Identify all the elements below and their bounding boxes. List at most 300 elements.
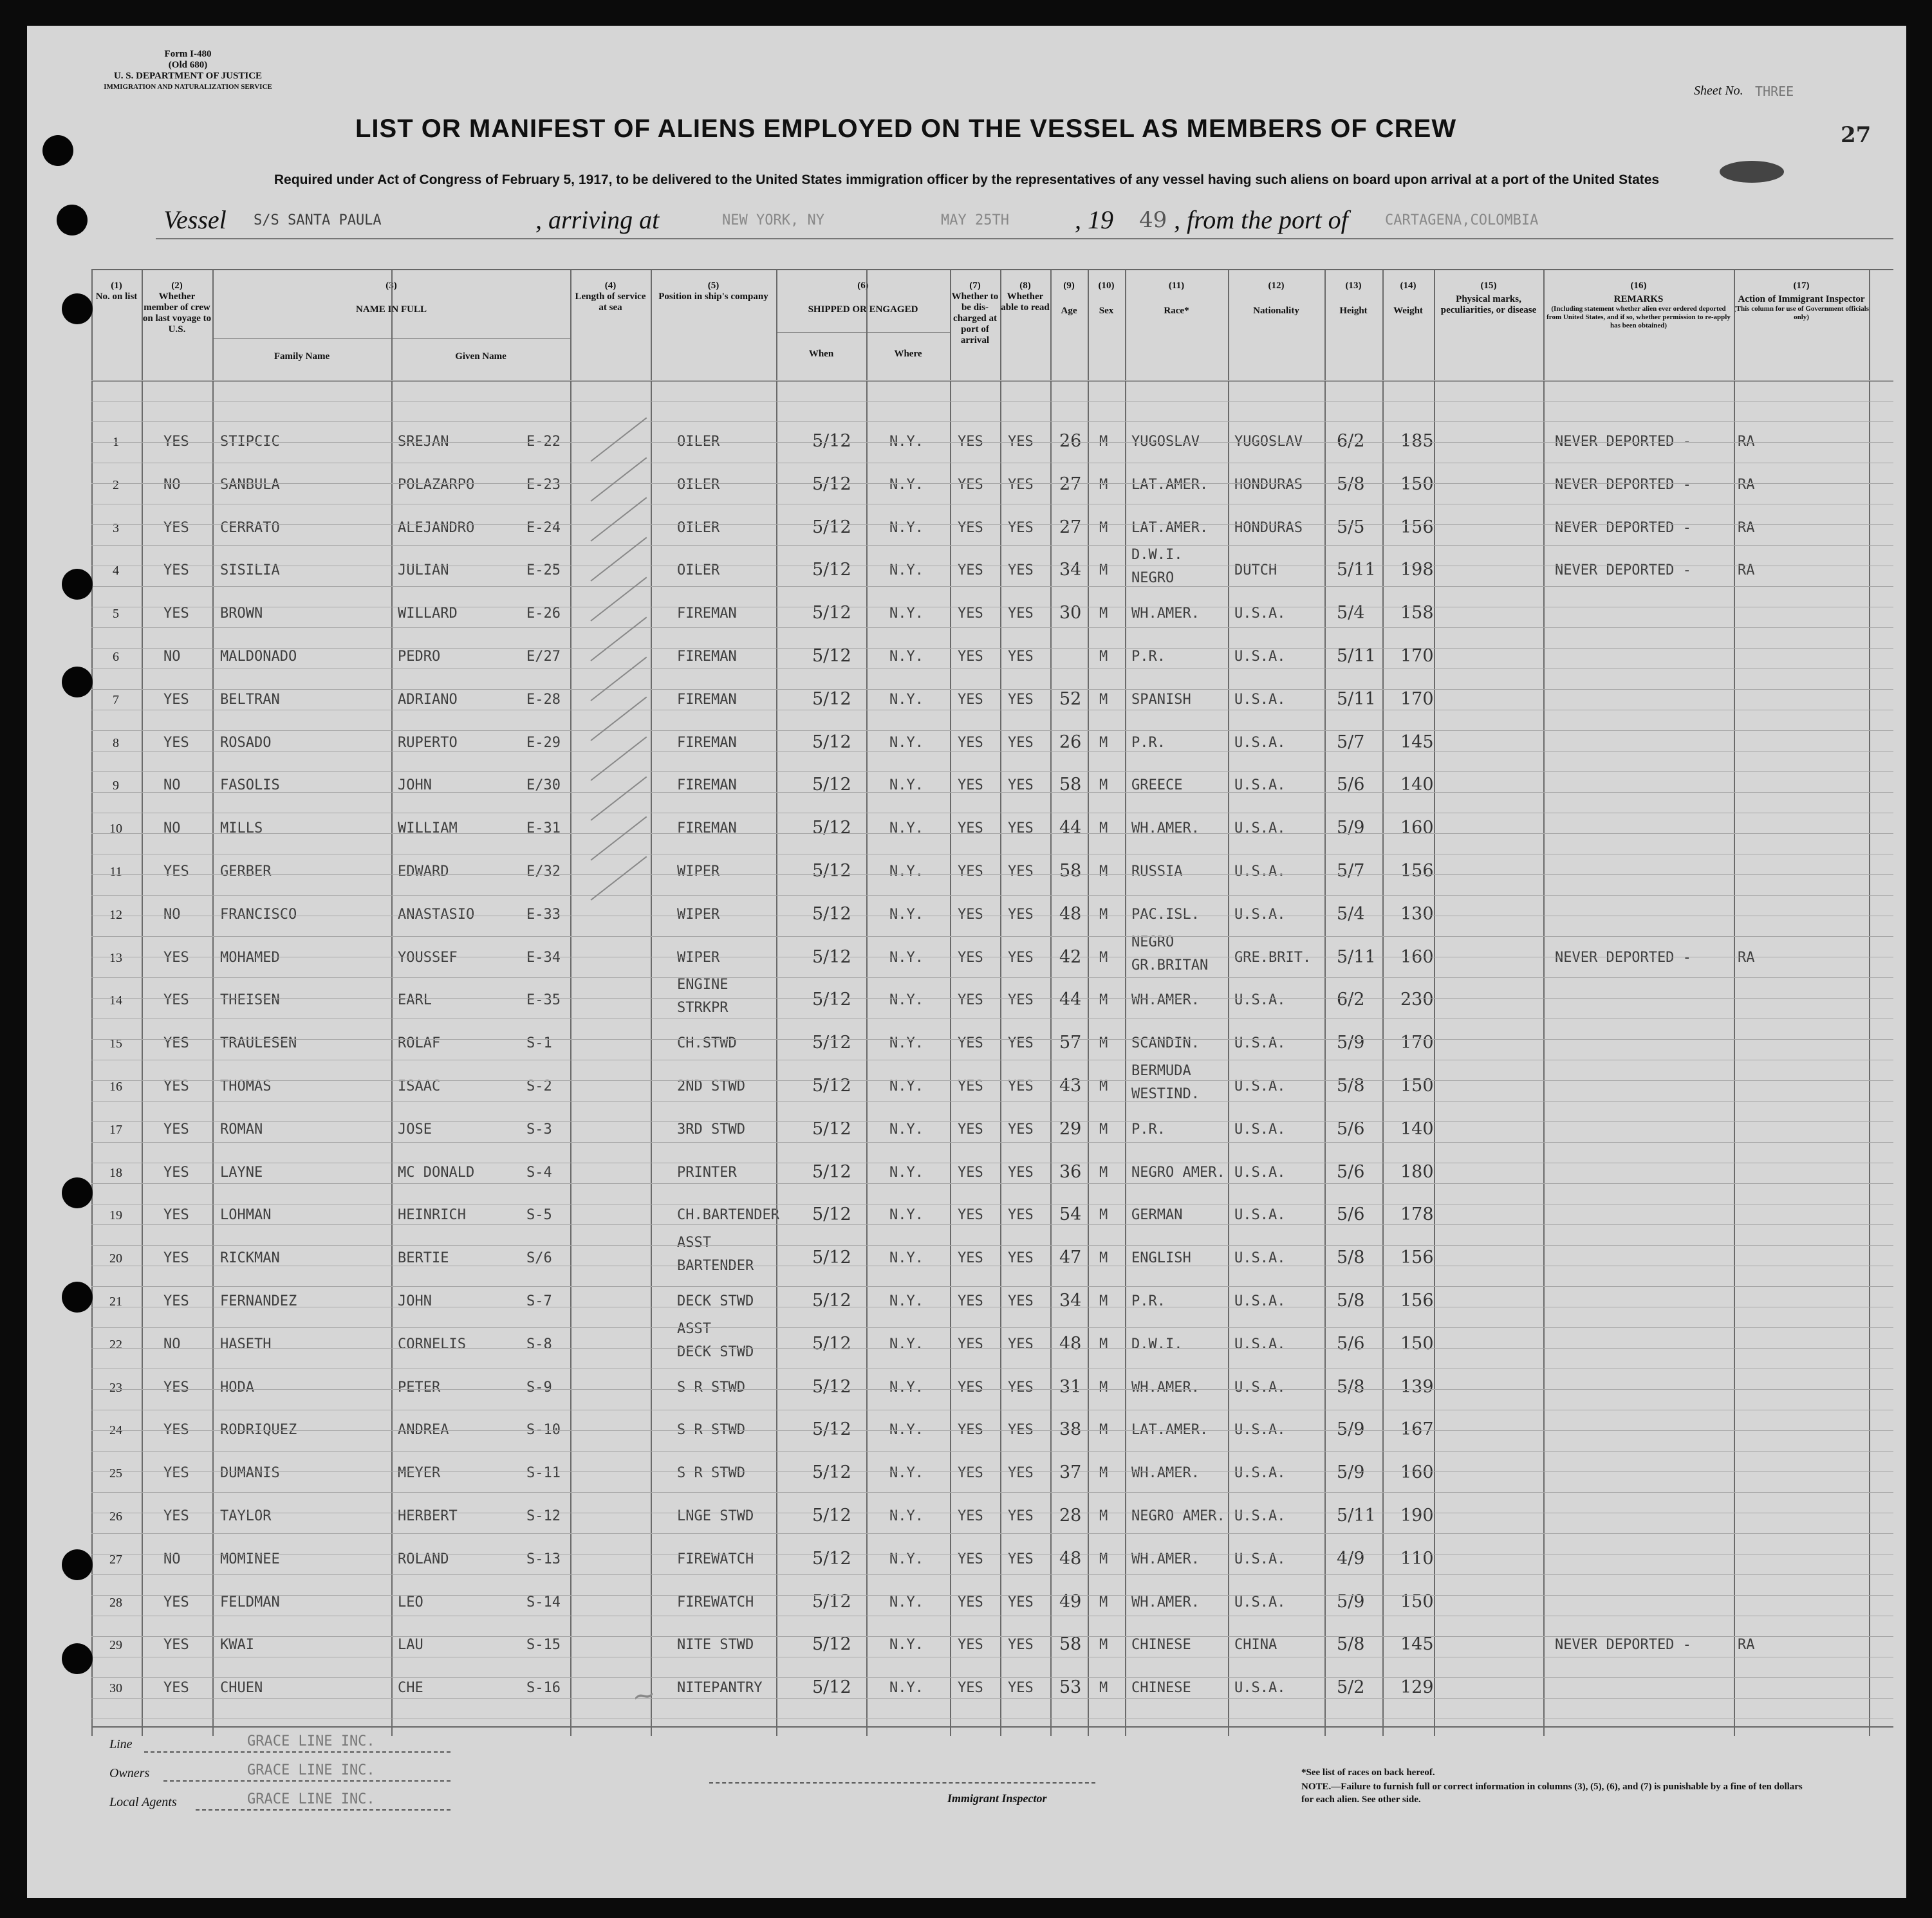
row-rule (91, 792, 1893, 793)
punch-hole (62, 1177, 93, 1208)
age-cell: 54 (1059, 1204, 1082, 1225)
table-row (91, 594, 1893, 635)
shipped-where-cell: N.Y. (889, 649, 924, 665)
weight-cell: 185 (1400, 431, 1434, 451)
penalty-note: NOTE.—Failure to furnish full or correct information in columns (3), (5), (6), and (7) is punishable by a fine of ten dollars for each alien. See other side. (1301, 1782, 1803, 1805)
crew-cell: YES (163, 1164, 189, 1181)
able-to-read-cell: YES (1008, 1164, 1034, 1181)
position-cell: NITE STWD (677, 1637, 754, 1654)
arriving-port: NEW YORK, NY (722, 212, 824, 228)
crew-cell: YES (163, 1465, 189, 1482)
row-rule (91, 1121, 1893, 1122)
punch-hole (62, 1282, 93, 1313)
crew-cell: YES (163, 1508, 189, 1524)
age-cell: 44 (1059, 818, 1082, 838)
row-rule (91, 1142, 1893, 1143)
family-name-cell: CERRATO (220, 519, 280, 536)
weight-cell: 178 (1400, 1204, 1434, 1225)
column-rule (1050, 269, 1052, 1736)
position-cell: OILER (677, 562, 720, 579)
table-row (91, 1583, 1893, 1624)
row-rule (91, 1595, 1893, 1596)
line-value: GRACE LINE INC. (247, 1733, 375, 1749)
sex-cell: M (1099, 519, 1108, 536)
requirement-text: Required under Act of Congress of February 5, 1917, to be delivered to the United States immigration officer by the representatives of any vessel having such aliens on board upon arrival at a port of the United States (274, 172, 1660, 187)
no: 10 (109, 822, 122, 836)
nationality-cell: U.S.A. (1234, 777, 1286, 794)
weight-cell: 156 (1400, 517, 1434, 537)
table-row (91, 1453, 1893, 1495)
shipped-when-cell: 5/12 (812, 1033, 851, 1053)
age-cell: 43 (1059, 1076, 1082, 1096)
sex-cell: M (1099, 691, 1108, 708)
family-name-cell: BROWN (220, 605, 263, 622)
row-rule (91, 1080, 1893, 1081)
sex-cell: M (1099, 649, 1108, 665)
crew-code-cell: S-4 (526, 1164, 552, 1181)
row-rule (91, 1286, 1893, 1287)
col-14-header: (14) Weight (1393, 281, 1423, 316)
table-row (91, 1625, 1893, 1666)
manifest-sheet (27, 26, 1906, 1898)
family-name-cell: MALDONADO (220, 649, 297, 665)
column-rule (866, 269, 868, 1736)
race-cell: YUGOSLAV (1131, 434, 1200, 450)
shipped-where-cell: N.Y. (889, 605, 924, 622)
height-cell: 5/9 (1337, 1033, 1365, 1053)
height-cell: 5/9 (1337, 1462, 1365, 1483)
position-cell: WIPER (677, 863, 720, 880)
local-agents-label: Local Agents (109, 1795, 177, 1809)
age-cell: 48 (1059, 903, 1082, 924)
shipped-when-cell: 5/12 (812, 474, 851, 494)
nationality-cell: U.S.A. (1234, 1379, 1286, 1396)
no: 28 (109, 1595, 122, 1610)
weight-cell: 180 (1400, 1161, 1434, 1182)
position-cell: WIPER (677, 949, 720, 966)
crew-cell: YES (163, 1379, 189, 1396)
nationality-cell: U.S.A. (1234, 1250, 1286, 1267)
crew-cell: YES (163, 519, 189, 536)
crew-cell: YES (163, 691, 189, 708)
shipped-when-cell: 5/12 (812, 1118, 851, 1139)
shipped-when-cell: 5/12 (812, 732, 851, 752)
weight-cell: 140 (1400, 1118, 1434, 1139)
shipped-where-cell: N.Y. (889, 434, 924, 450)
race-cell: WH.AMER. (1131, 820, 1200, 837)
crew-cell: NO (163, 476, 181, 493)
age-cell: 30 (1059, 603, 1082, 623)
action-cell: RA (1738, 519, 1755, 536)
sex-cell: M (1099, 476, 1108, 493)
shipped-when-cell: 5/12 (812, 1161, 851, 1182)
age-cell: 37 (1059, 1462, 1082, 1483)
no: 26 (109, 1509, 122, 1524)
race-cell: P.R. (1131, 1293, 1166, 1309)
nationality-cell: U.S.A. (1234, 734, 1286, 751)
able-to-read-cell: YES (1008, 1293, 1034, 1309)
given-name-cell: LEO (398, 1594, 423, 1610)
line-rule (144, 1751, 450, 1753)
row-rule (91, 751, 1893, 752)
able-to-read-cell: YES (1008, 1637, 1034, 1654)
able-to-read-cell: YES (1008, 1594, 1034, 1610)
given-name-cell: RUPERTO (398, 734, 458, 751)
inspector-initials-mark: ~ (629, 1677, 658, 1714)
row-rule (91, 1101, 1893, 1102)
no: 5 (113, 607, 119, 622)
no: 22 (109, 1337, 122, 1352)
position-cell: FIREMAN (677, 605, 737, 622)
shipped-where-cell: N.Y. (889, 906, 924, 923)
family-name-cell: HASETH (220, 1336, 272, 1352)
crew-cell: YES (163, 1035, 189, 1052)
position-cell: FIREMAN (677, 691, 737, 708)
age-cell: 34 (1059, 1291, 1082, 1311)
family-name-cell: MOMINEE (220, 1551, 280, 1567)
table-row (91, 977, 1893, 1022)
no: 7 (113, 692, 119, 707)
crew-code-cell: E-35 (526, 992, 561, 1009)
from-port: CARTAGENA,COLOMBIA (1385, 212, 1539, 228)
discharged-cell: YES (958, 820, 983, 837)
race-cell: P.R. (1131, 734, 1166, 751)
family-name-cell: LOHMAN (220, 1207, 272, 1224)
given-name-cell: MEYER (398, 1465, 441, 1482)
owners-label: Owners (109, 1766, 150, 1780)
year-prefix: , 19 (1075, 205, 1113, 234)
table-row (91, 1282, 1893, 1323)
crew-code-cell: S-1 (526, 1035, 552, 1052)
crew-code-cell: S-5 (526, 1207, 552, 1224)
position-cell: DECK STWD (677, 1343, 754, 1360)
form-number: Form I-480 (164, 49, 212, 59)
given-name-cell: HERBERT (398, 1508, 458, 1524)
col-4-header: (4) Length of service at sea (575, 281, 646, 313)
col-13-header: (13) Height (1339, 281, 1368, 316)
nationality-cell: U.S.A. (1234, 1207, 1286, 1224)
sex-cell: M (1099, 1035, 1108, 1052)
form-id-block (85, 49, 291, 93)
age-cell: 48 (1059, 1333, 1082, 1354)
race-cell: ENGLISH (1131, 1250, 1191, 1267)
no: 21 (109, 1295, 122, 1309)
shipped-where-cell: N.Y. (889, 992, 924, 1009)
from-port-label: , from the port of (1174, 205, 1348, 234)
shipped-when-cell: 5/12 (812, 1548, 851, 1569)
able-to-read-cell: YES (1008, 434, 1034, 450)
given-name-cell: PETER (398, 1379, 441, 1396)
owners-rule (163, 1780, 450, 1782)
able-to-read-cell: YES (1008, 1336, 1034, 1352)
row-rule (91, 421, 1893, 422)
discharged-cell: YES (958, 1293, 983, 1309)
weight-cell: 158 (1400, 603, 1434, 623)
age-cell: 34 (1059, 560, 1082, 580)
height-cell: 5/8 (1337, 1634, 1365, 1655)
crew-cell: NO (163, 906, 181, 923)
sex-cell: M (1099, 1551, 1108, 1567)
table-row (91, 1024, 1893, 1065)
age-cell: 57 (1059, 1033, 1082, 1053)
shipped-where-cell: N.Y. (889, 863, 924, 880)
given-name-cell: ROLAF (398, 1035, 441, 1052)
position-cell: FIREMAN (677, 734, 737, 751)
crew-code-cell: S-8 (526, 1336, 552, 1352)
weight-cell: 160 (1400, 946, 1434, 967)
given-name-cell: ROLAND (398, 1551, 449, 1567)
age-cell: 27 (1059, 517, 1082, 537)
family-name-cell: MILLS (220, 820, 263, 837)
race-cell: WH.AMER. (1131, 1465, 1200, 1482)
height-cell: 6/2 (1337, 431, 1365, 451)
weight-cell: 170 (1400, 688, 1434, 709)
page-title: LIST OR MANIFEST OF ALIENS EMPLOYED ON THE VESSEL AS MEMBERS OF CREW (355, 115, 1457, 143)
sex-cell: M (1099, 992, 1108, 1009)
family-name-cell: TAYLOR (220, 1508, 272, 1524)
age-cell: 48 (1059, 1548, 1082, 1569)
discharged-cell: YES (958, 1207, 983, 1224)
shipped-where-cell: N.Y. (889, 949, 924, 966)
crew-code-cell: E-31 (526, 820, 561, 837)
row-rule (91, 1039, 1893, 1040)
able-to-read-cell: YES (1008, 605, 1034, 622)
shipped-when-cell: 5/12 (812, 990, 851, 1010)
height-cell: 5/2 (1337, 1677, 1365, 1698)
position-cell: LNGE STWD (677, 1508, 754, 1524)
no: 29 (109, 1638, 122, 1653)
action-cell: RA (1738, 562, 1755, 579)
year-suffix: 49 (1139, 207, 1167, 233)
ink-scribble (1720, 161, 1784, 183)
shipped-where-cell: N.Y. (889, 1164, 924, 1181)
shipped-where-cell: N.Y. (889, 1078, 924, 1094)
crew-cell: YES (163, 992, 189, 1009)
weight-cell: 198 (1400, 560, 1434, 580)
crew-code-cell: S/6 (526, 1250, 552, 1267)
column-rule (950, 269, 951, 1736)
family-name-cell: DUMANIS (220, 1465, 280, 1482)
shipped-when-cell: 5/12 (812, 688, 851, 709)
crew-code-cell: S-11 (526, 1465, 561, 1482)
discharged-cell: YES (958, 1551, 983, 1567)
sex-cell: M (1099, 1164, 1108, 1181)
row-rule (91, 936, 1893, 937)
row-rule (91, 627, 1893, 628)
inspector-label: Immigrant Inspector (947, 1792, 1047, 1805)
nationality-cell: U.S.A. (1234, 1164, 1286, 1181)
age-cell: 58 (1059, 1634, 1082, 1655)
shipped-when-cell: 5/12 (812, 818, 851, 838)
row-rule (91, 689, 1893, 690)
row-rule (91, 730, 1893, 731)
age-cell: 44 (1059, 990, 1082, 1010)
crew-cell: YES (163, 1637, 189, 1654)
discharged-cell: YES (958, 691, 983, 708)
races-note: *See list of races on back hereof. (1301, 1767, 1435, 1778)
col-15-header: (15) Physical marks, peculiarities, or disease (1440, 281, 1537, 315)
height-cell: 5/8 (1337, 1291, 1365, 1311)
height-cell: 4/9 (1337, 1548, 1365, 1569)
column-rule (1125, 269, 1126, 1736)
shipped-when-cell: 5/12 (812, 1506, 851, 1526)
row-rule (91, 998, 1893, 999)
inspector-signature-line (709, 1782, 1095, 1784)
crew-cell: YES (163, 1207, 189, 1224)
weight-cell: 160 (1400, 1462, 1434, 1483)
column-rule (651, 269, 652, 1736)
age-cell: 31 (1059, 1376, 1082, 1397)
column-rule (212, 269, 214, 1736)
shipped-where-cell: N.Y. (889, 1293, 924, 1309)
height-cell: 5/5 (1337, 517, 1365, 537)
age-cell: 26 (1059, 732, 1082, 752)
race-line-1-cell: D.W.I. (1131, 547, 1183, 564)
height-cell: 5/8 (1337, 474, 1365, 494)
height-cell: 5/11 (1337, 1506, 1376, 1526)
race-cell: LAT.AMER. (1131, 519, 1209, 536)
row-rule (91, 1389, 1893, 1390)
given-name-cell: JOHN (398, 1293, 432, 1309)
race-cell: GERMAN (1131, 1207, 1183, 1224)
no: 2 (113, 477, 119, 492)
shipped-when-cell: 5/12 (812, 1462, 851, 1483)
column-rule (391, 269, 393, 1736)
column-rule (1543, 269, 1545, 1736)
weight-cell: 156 (1400, 861, 1434, 881)
weight-cell: 145 (1400, 1634, 1434, 1655)
discharged-cell: YES (958, 519, 983, 536)
shipped-where-cell: N.Y. (889, 734, 924, 751)
row-rule (91, 648, 1893, 649)
given-name-cell: POLAZARPO (398, 476, 475, 493)
nationality-cell: U.S.A. (1234, 1508, 1286, 1524)
shipped-where-cell: N.Y. (889, 1379, 924, 1396)
sex-cell: M (1099, 1508, 1108, 1524)
crew-code-cell: S-13 (526, 1551, 561, 1567)
table-row (91, 465, 1893, 506)
shipped-where-cell: N.Y. (889, 820, 924, 837)
form-department: U. S. DEPARTMENT OF JUSTICE (113, 71, 263, 81)
row-rule (91, 483, 1893, 484)
age-cell: 38 (1059, 1419, 1082, 1440)
position-cell: DECK STWD (677, 1293, 754, 1309)
height-cell: 5/11 (1337, 560, 1376, 580)
age-cell: 26 (1059, 431, 1082, 451)
col-11-header: (11) Race* (1164, 281, 1189, 316)
no: 23 (109, 1380, 122, 1395)
height-cell: 5/4 (1337, 903, 1365, 924)
age-cell: 36 (1059, 1161, 1082, 1182)
age-cell: 29 (1059, 1118, 1082, 1139)
shipped-when-cell: 5/12 (812, 1376, 851, 1397)
row-rule (91, 1677, 1893, 1678)
height-cell: 5/6 (1337, 1161, 1365, 1182)
no: 8 (113, 735, 119, 750)
discharged-cell: YES (958, 1465, 983, 1482)
shipped-when-cell: 5/12 (812, 861, 851, 881)
family-name-cell: FERNANDEZ (220, 1293, 297, 1309)
table-row (91, 1063, 1893, 1108)
discharged-cell: YES (958, 605, 983, 622)
race-cell: P.R. (1131, 649, 1166, 665)
punch-hole (62, 1643, 93, 1674)
sex-cell: M (1099, 1594, 1108, 1610)
age-cell: 58 (1059, 775, 1082, 795)
family-name-cell: ROMAN (220, 1121, 263, 1138)
shipped-where-cell: N.Y. (889, 1336, 924, 1352)
shipped-where-cell: N.Y. (889, 1035, 924, 1052)
height-cell: 5/6 (1337, 775, 1365, 795)
given-name-cell: BERTIE (398, 1250, 449, 1267)
crew-code-cell: S-3 (526, 1121, 552, 1138)
family-name-cell: FASOLIS (220, 777, 280, 794)
discharged-cell: YES (958, 1250, 983, 1267)
family-name-cell: BELTRAN (220, 691, 280, 708)
no: 1 (113, 435, 119, 449)
weight-cell: 110 (1400, 1548, 1434, 1569)
weight-cell: 190 (1400, 1506, 1434, 1526)
race-line-1-cell: NEGRO (1131, 934, 1175, 950)
sex-cell: M (1099, 434, 1108, 450)
race-cell: P.R. (1131, 1121, 1166, 1138)
discharged-cell: YES (958, 649, 983, 665)
shipped-when-cell: 5/12 (812, 603, 851, 623)
shipped-when-cell: 5/12 (812, 431, 851, 451)
crew-cell: YES (163, 1293, 189, 1309)
table-row (91, 680, 1893, 721)
punch-hole (42, 135, 73, 166)
crew-code-cell: S-10 (526, 1422, 561, 1439)
page-number: 27 (1841, 122, 1872, 148)
position-cell: OILER (677, 476, 720, 493)
crew-cell: NO (163, 820, 181, 837)
race-cell: WH.AMER. (1131, 605, 1200, 622)
shipped-where-cell: N.Y. (889, 1422, 924, 1439)
table-row (91, 637, 1893, 678)
nationality-cell: U.S.A. (1234, 1035, 1286, 1052)
given-name-cell: SREJAN (398, 434, 449, 450)
row-rule (91, 1698, 1893, 1699)
family-name-cell: STIPCIC (220, 434, 280, 450)
sex-cell: M (1099, 863, 1108, 880)
crew-code-cell: E/27 (526, 649, 561, 665)
shipped-when-cell: 5/12 (812, 1076, 851, 1096)
column-rule (91, 269, 93, 1736)
nationality-cell: U.S.A. (1234, 649, 1286, 665)
height-cell: 5/7 (1337, 732, 1365, 752)
row-rule (91, 1533, 1893, 1534)
punch-hole (62, 667, 93, 697)
table-row (91, 723, 1893, 764)
able-to-read-cell: YES (1008, 1207, 1034, 1224)
remarks-cell: NEVER DEPORTED - (1555, 476, 1691, 493)
weight-cell: 145 (1400, 732, 1434, 752)
shipped-where-cell: N.Y. (889, 1465, 924, 1482)
given-name-cell: WILLARD (398, 605, 458, 622)
nationality-cell: U.S.A. (1234, 1078, 1286, 1094)
table-row (91, 1153, 1893, 1194)
crew-cell: NO (163, 1336, 181, 1352)
height-cell: 5/11 (1337, 946, 1376, 967)
no: 25 (109, 1466, 122, 1481)
remarks-cell: NEVER DEPORTED - (1555, 562, 1691, 579)
given-name-cell: HEINRICH (398, 1207, 466, 1224)
race-cell: WH.AMER. (1131, 1379, 1200, 1396)
discharged-cell: YES (958, 1078, 983, 1094)
weight-cell: 150 (1400, 1333, 1434, 1354)
row-rule (91, 1183, 1893, 1184)
